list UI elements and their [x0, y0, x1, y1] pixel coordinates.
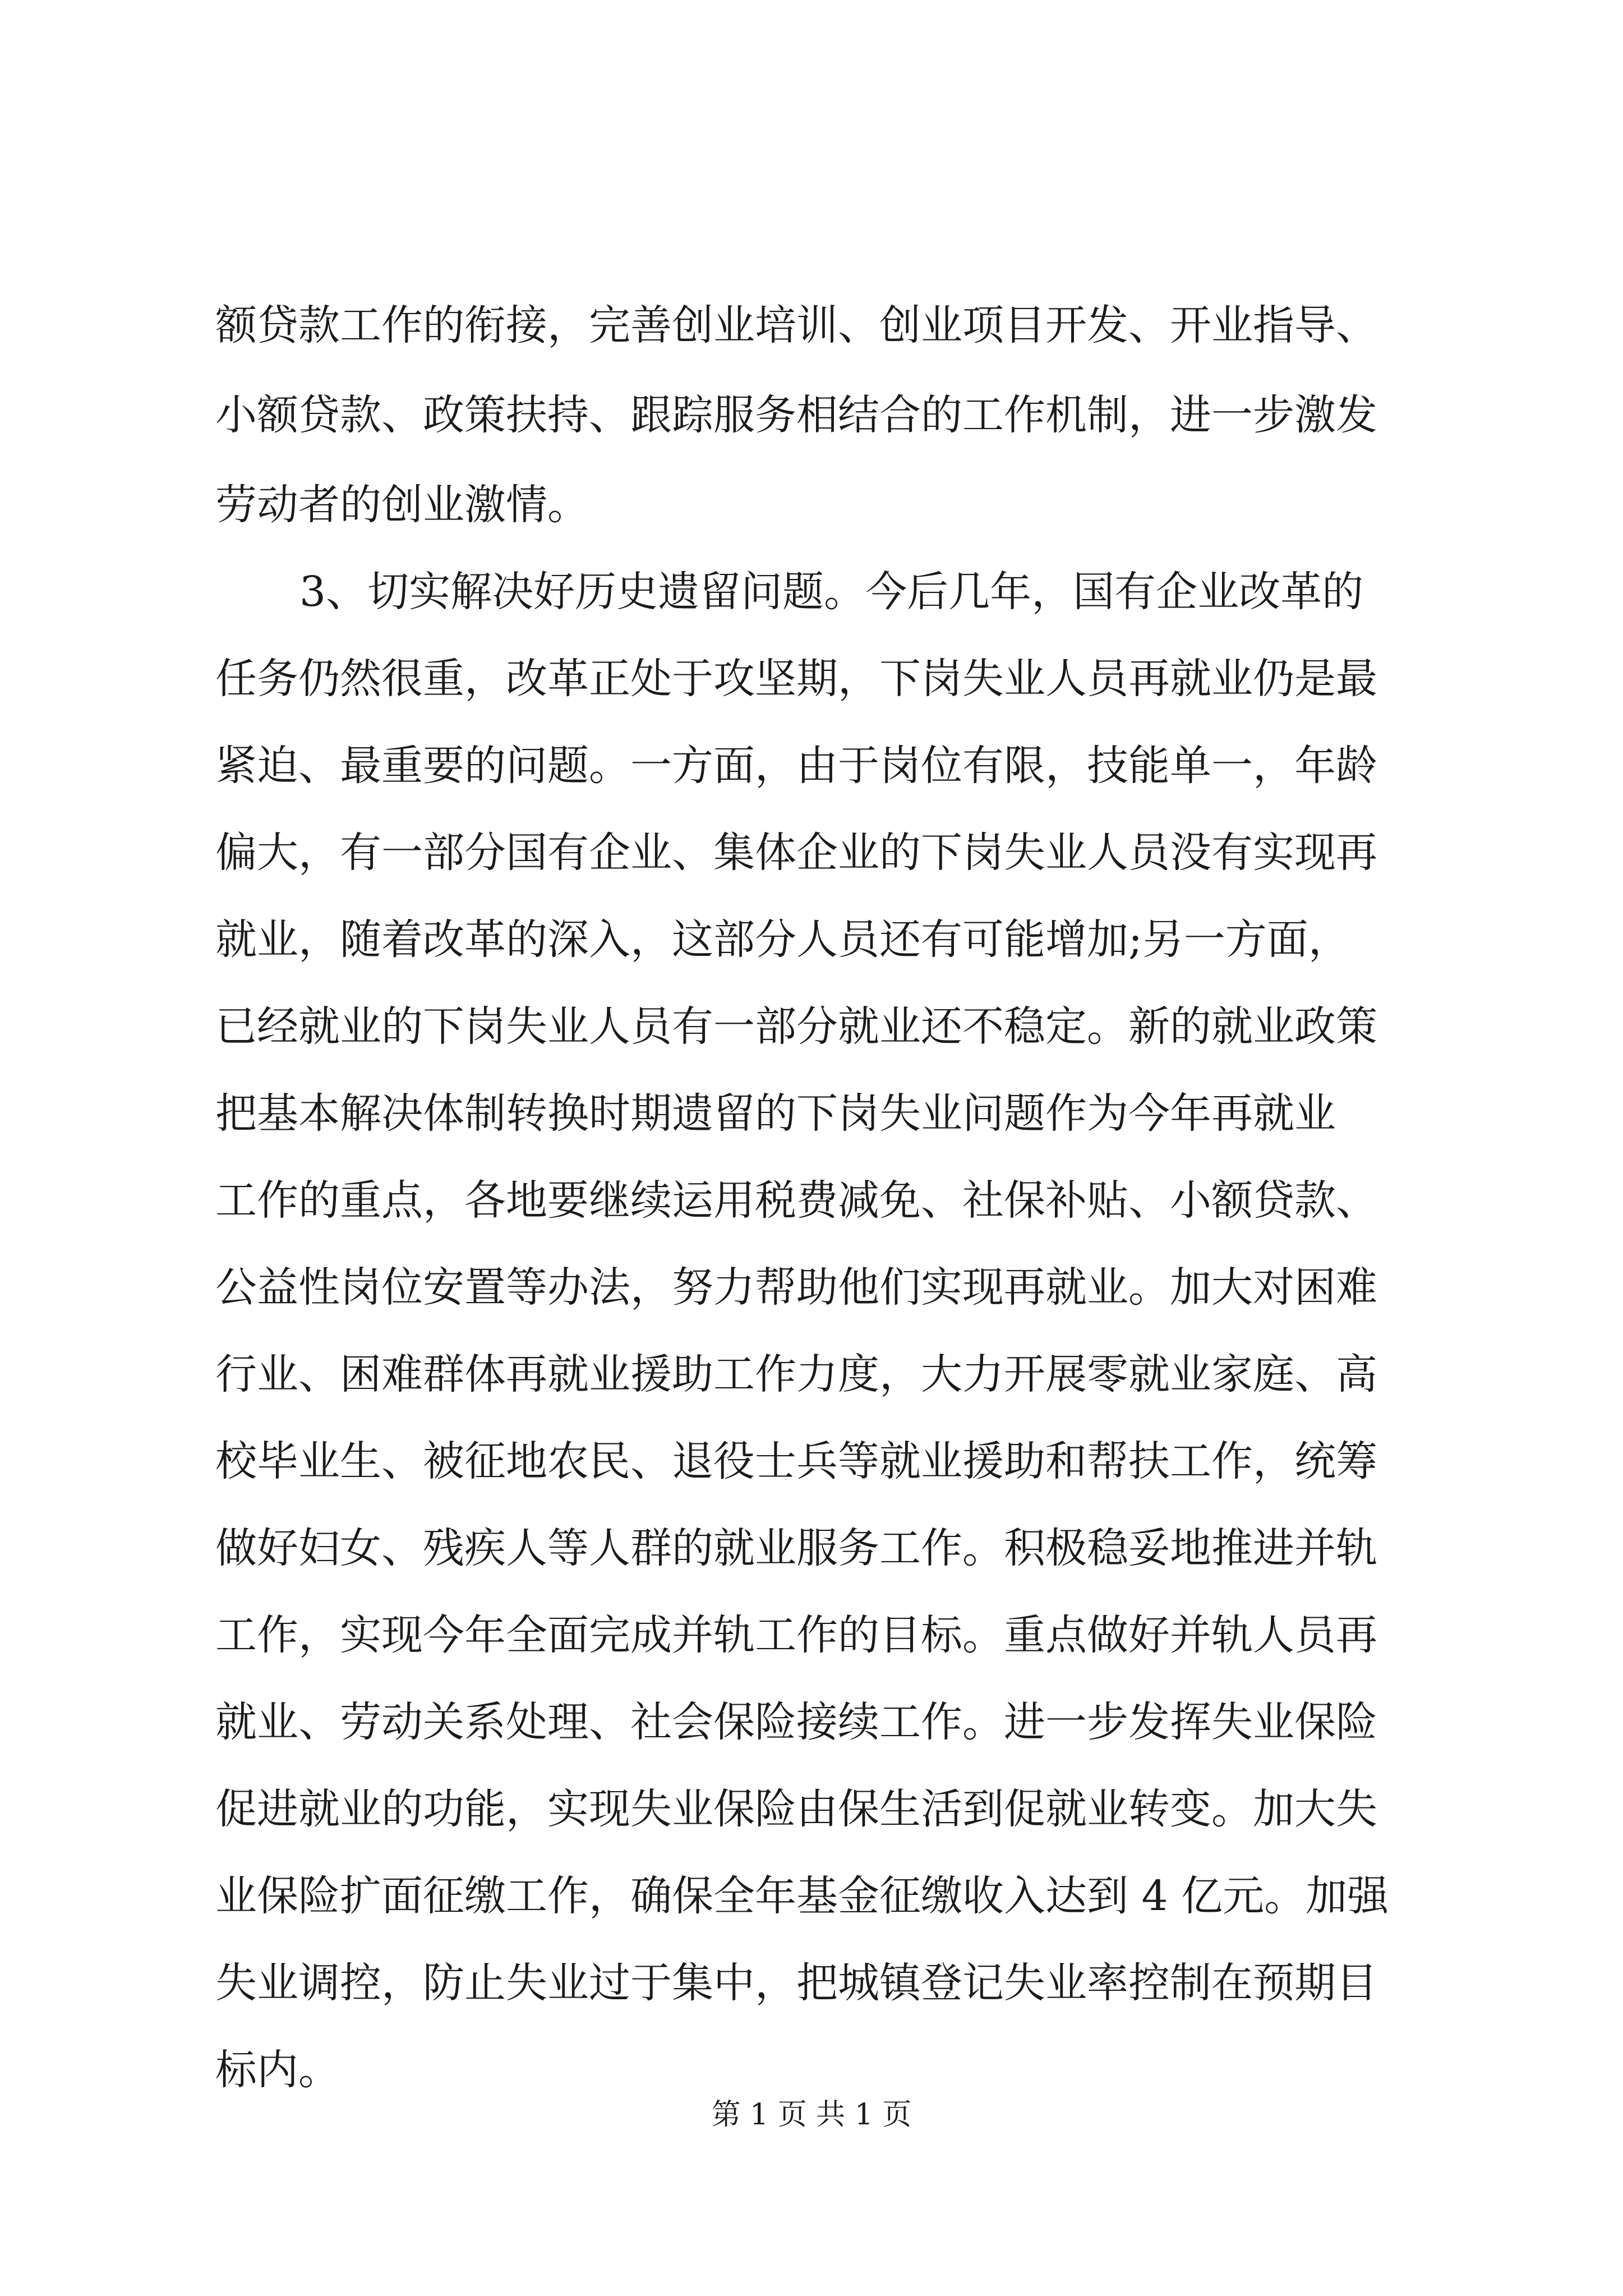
paragraph-2-line-1: 3、切实解决好历史遗留问题。今后几年，国有企业改革的	[299, 568, 1364, 616]
paragraph-2-line-17: 失业调控，防止失业过于集中，把城镇登记失业率控制在预期目	[215, 1959, 1377, 2007]
paragraph-2-line-8: 工作的重点，各地要继续运用税费减免、社保补贴、小额贷款、	[215, 1176, 1377, 1225]
paragraph-2-line-4: 偏大，有一部分国有企业、集体企业的下岗失业人员没有实现再	[215, 829, 1377, 877]
paragraph-2-line-7: 把基本解决体制转换时期遗留的下岗失业问题作为今年再就业	[215, 1089, 1336, 1138]
paragraph-2-line-5: 就业，随着改革的深入，这部分人员还有可能增加;另一方面，	[215, 915, 1350, 964]
paragraph-2-line-16: 业保险扩面征缴工作，确保全年基金征缴收入达到 4 亿元。加强	[215, 1872, 1389, 1920]
paragraph-2-line-10: 行业、困难群体再就业援助工作力度，大力开展零就业家庭、高	[215, 1350, 1377, 1398]
paragraph-1-line-3: 劳动者的创业激情。	[215, 481, 589, 529]
paragraph-1-line-2: 小额贷款、政策扶持、跟踪服务相结合的工作机制，进一步激发	[215, 391, 1377, 439]
paragraph-2-line-14: 就业、劳动关系处理、社会保险接续工作。进一步发挥失业保险	[215, 1698, 1377, 1746]
paragraph-2-line-2: 任务仍然很重，改革正处于攻坚期，下岗失业人员再就业仍是最	[215, 655, 1377, 703]
paragraph-2-line-11: 校毕业生、被征地农民、退役士兵等就业援助和帮扶工作，统筹	[215, 1437, 1377, 1485]
paragraph-2-line-15: 促进就业的功能，实现失业保险由保生活到促就业转变。加大失	[215, 1785, 1377, 1833]
paragraph-1-line-1: 额贷款工作的衔接，完善创业培训、创业项目开发、开业指导、	[215, 301, 1377, 349]
paragraph-2-line-9: 公益性岗位安置等办法，努力帮助他们实现再就业。加大对困难	[215, 1263, 1377, 1312]
paragraph-2-line-18: 标内。	[215, 2046, 340, 2094]
paragraph-2-line-13: 工作，实现今年全面完成并轨工作的目标。重点做好并轨人员再	[215, 1611, 1377, 1659]
paragraph-2-line-6: 已经就业的下岗失业人员有一部分就业还不稳定。新的就业政策	[215, 1002, 1377, 1051]
paragraph-2-line-12: 做好妇女、残疾人等人群的就业服务工作。积极稳妥地推进并轨	[215, 1524, 1377, 1572]
paragraph-2-line-3: 紧迫、最重要的问题。一方面，由于岗位有限，技能单一，年龄	[215, 742, 1377, 790]
page-footer: 第 1 页 共 1 页	[711, 2098, 912, 2132]
